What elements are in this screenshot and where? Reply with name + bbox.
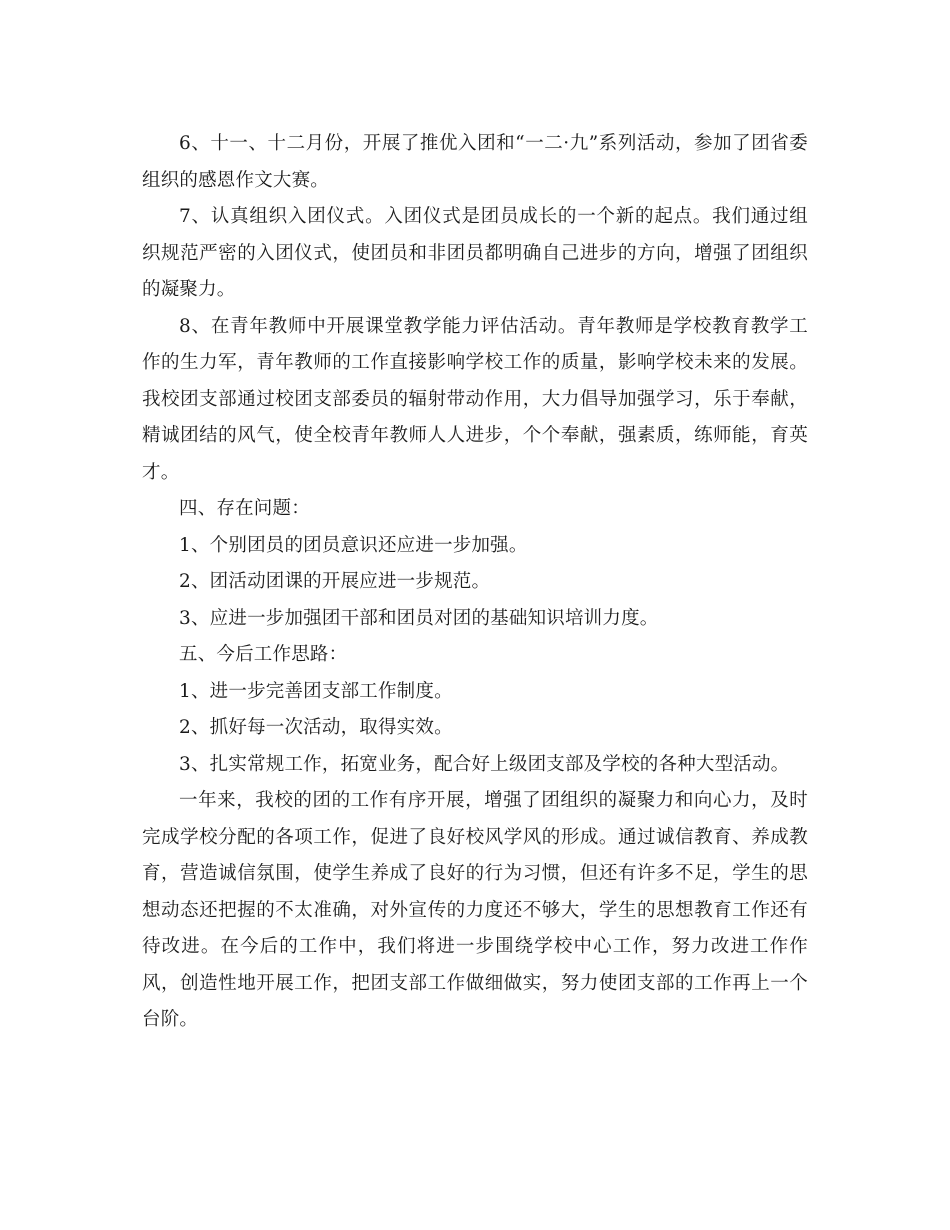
section-heading-future-plans: 五、今后工作思路： <box>179 644 348 665</box>
plan-item-3: 3、扎实常规工作，拓宽业务，配合好上级团支部及学校的各种大型活动。 <box>179 753 790 775</box>
paragraph-item-7: 7、认真组织入团仪式。入团仪式是团员成长的一个新的起点。我们通过组织规范严密的入团仪式，使团员和非团员都明确自己进步的方向，增强了团组织的凝聚力。 <box>142 206 808 300</box>
section-heading-problems: 四、存在问题： <box>179 498 310 519</box>
document-body <box>142 126 808 1039</box>
problem-item-2: 2、团活动团课的开展应进一步规范。 <box>179 571 491 592</box>
summary-paragraph: 一年来，我校的团的工作有序开展，增强了团组织的凝聚力和向心力，及时完成学校分配的各项工作，促进了良好校风学风的形成。通过诚信教育、养成教育，营造诚信氛围，使学生养成了良好的行为习惯，但还有许多不足，学生的思想动态还把握的不太准确，对外宣传的力度还不够大，学生的思想教育工作还有待改进。在今后的工作中，我们将进一步围绕学校中心工作，努力改进工作作风，创造性地开展工作，把团支部工作做细做实，努力使团支部的工作再上一个台阶。 <box>142 790 808 1030</box>
paragraph-item-8: 8、在青年教师中开展课堂教学能力评估活动。青年教师是学校教育教学工作的生力军，青年教师的工作直接影响学校工作的质量，影响学校未来的发展。我校团支部通过校团支部委员的辐射带动作用，大力倡导加强学习，乐于奉献，精诚团结的风气，使全校青年教师人人进步，个个奉献，强素质，练师能，育英才。 <box>142 315 808 483</box>
problem-item-1: 1、个别团员的团员意识还应进一步加强。 <box>179 534 528 556</box>
paragraph-item-6: 6、十一、十二月份，开展了推优入团和“一二·九”系列活动，参加了团省委组织的感恩作文大赛。 <box>142 133 808 191</box>
plan-item-2: 2、抓好每一次活动，取得实效。 <box>179 717 453 738</box>
problem-item-3: 3、应进一步加强团干部和团员对团的基础知识培训力度。 <box>179 607 659 629</box>
plan-item-1: 1、进一步完善团支部工作制度。 <box>179 680 453 702</box>
